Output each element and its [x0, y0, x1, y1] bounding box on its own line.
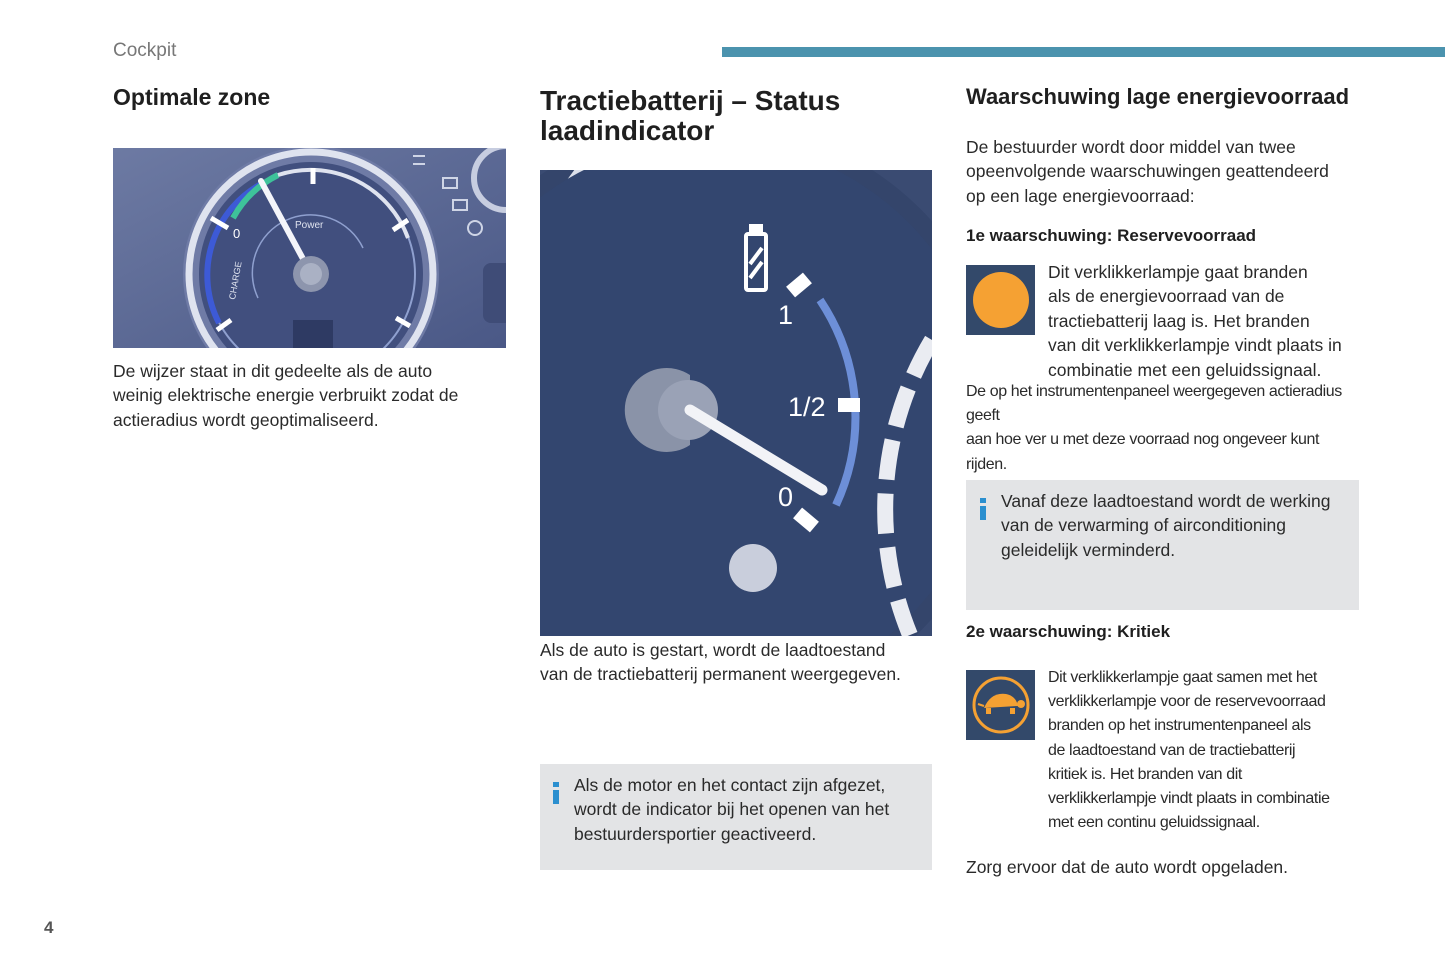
gauge-power-label: Power — [295, 220, 324, 231]
info-box-heating: Vanaf deze laadtoestand wordt de werking van de verwarming of airconditioning geleidelijk verminderd. — [966, 480, 1359, 610]
info-icon — [980, 506, 986, 520]
warning2-heading: 2e waarschuwing: Kritiek — [966, 622, 1171, 641]
header-bar — [722, 47, 1445, 57]
closing-text: Zorg ervoor dat de auto wordt opgeladen. — [966, 857, 1289, 877]
optimal-zone-caption: De wijzer staat in dit gedeelte als de auto weinig elektrische energie verbruikt zodat de actieradius wordt geoptimaliseerd. — [113, 361, 459, 430]
charge-empty-label: 0 — [778, 482, 794, 512]
warning2-text: Dit verklikkerlampje gaat samen met het verklikkerlampje voor de reservevoorraad branden op het instrumentenpaneel als de laadtoestand van de tractiebatterij kritiek is. Het branden van dit verklikkerlampje vindt plaats in combinatie met een continu geluidssignaal. — [1048, 669, 1330, 832]
warning-intro: De bestuurder wordt door middel van twee opeenvolgende waarschuwingen geattendeerd op een lage energievoorraad: — [966, 137, 1329, 206]
info-icon — [553, 790, 559, 804]
warning1-text: Dit verklikkerlampje gaat branden als de energievoorraad van de tractiebatterij laag is. Het branden van dit verklikkerlampje vindt plaats in combinatie met een geluidssignaal. — [1048, 262, 1342, 380]
charge-indicator-caption: Als de auto is gestart, wordt de laadtoestand van de tractiebatterij permanent weergegeven. — [540, 640, 901, 685]
power-gauge-image — [113, 148, 506, 348]
gauge-charge-label: CHARGE — [227, 260, 244, 301]
info-box-indicator: Als de motor en het contact zijn afgezet, wordt de indicator bij het openen van het bestuurdersportier geactiveerd. — [540, 764, 932, 870]
charge-indicator-image — [540, 170, 932, 636]
warning1-extra-text: De op het instrumentenpaneel weergegeven actieradius geeft aan hoe ver u met deze voorraad nog ongeveer kunt rijden. — [966, 383, 1342, 473]
low-energy-warning-title: Waarschuwing lage energievoorraad — [966, 84, 1350, 109]
warning1-heading: 1e waarschuwing: Reservevoorraad — [966, 226, 1257, 245]
charge-full-label: 1 — [778, 300, 794, 330]
battery-status-title: Tractiebatterij – Status laadindicator — [540, 85, 841, 146]
page-number: 4 — [44, 918, 54, 937]
optimal-zone-title: Optimale zone — [113, 84, 271, 110]
charge-half-label: 1/2 — [788, 392, 826, 422]
reserve-warning-lamp-icon — [966, 265, 1035, 335]
critical-warning-lamp-icon — [966, 670, 1035, 740]
section-label: Cockpit — [113, 40, 177, 61]
gauge-zero-label: 0 — [233, 226, 241, 241]
